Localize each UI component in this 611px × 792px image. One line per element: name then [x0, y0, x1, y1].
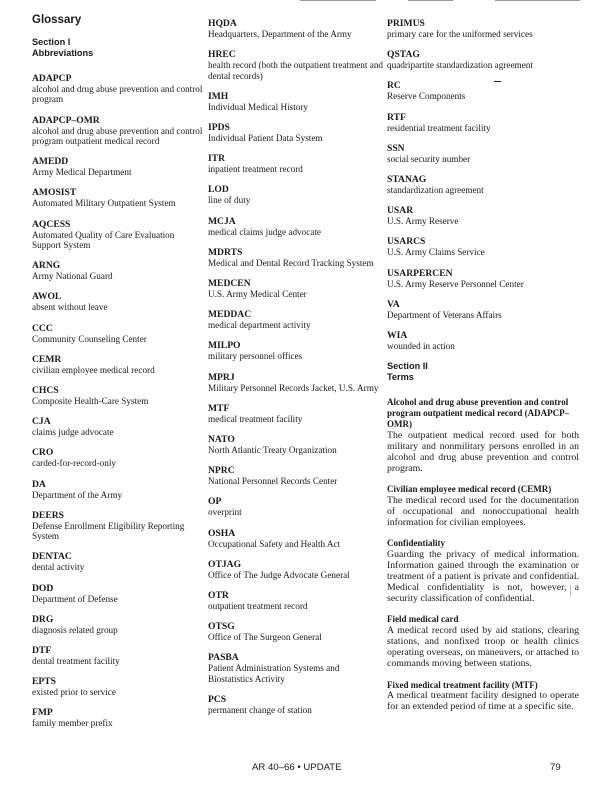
terms-list — [387, 397, 579, 712]
glossary-entry — [32, 551, 204, 572]
abbreviation-definition: social security number — [387, 153, 471, 164]
abbreviation: OTSG — [208, 621, 235, 633]
abbreviation: CRO — [32, 447, 54, 459]
glossary-entry — [32, 260, 204, 281]
glossary-entry — [32, 323, 204, 344]
glossary-entry — [32, 385, 204, 406]
abbreviation-definition: standardization agreement — [387, 185, 484, 196]
glossary-entry — [208, 528, 383, 549]
abbreviation: AMEDD — [32, 156, 69, 168]
abbreviation: QSTAG — [387, 49, 420, 61]
abbreviation-definition: line of duty — [208, 195, 251, 206]
abbreviation-definition: Reserve Components — [387, 91, 466, 102]
abbreviation-definition: Composite Health-Care System — [32, 396, 149, 407]
glossary-entry — [208, 434, 383, 455]
abbreviation-definition: Department of Defense — [32, 593, 118, 604]
abbreviation-definition: Office of The Surgeon General — [208, 632, 322, 643]
abbreviation: NATO — [208, 434, 235, 446]
abbreviation: USARPERCEN — [387, 267, 453, 279]
abbreviation-definition: health record (both the outpatient treatment and dental records) — [208, 60, 384, 81]
abbreviation: MEDCEN — [208, 278, 251, 290]
glossary-entry — [32, 156, 204, 177]
abbreviation: DRG — [32, 613, 54, 625]
abbreviation-definition: overprint — [208, 507, 242, 518]
abbreviation: MTF — [208, 402, 230, 414]
abbreviation-definition: Department of Veterans Affairs — [387, 309, 502, 320]
abbreviation: AWOL — [32, 291, 62, 303]
term-title: Civilian employee medical record (CEMR) — [387, 484, 552, 494]
abbreviation-definition: Community Counseling Center — [32, 333, 147, 344]
abbreviation: VA — [387, 298, 400, 310]
glossary-entry — [208, 403, 383, 424]
abbreviation: WIA — [387, 330, 408, 342]
abbreviation-definition: National Personnel Records Center — [208, 476, 338, 487]
abbreviation-definition: Individual Medical History — [208, 101, 309, 112]
glossary-entry — [208, 49, 383, 81]
abbreviation-definition: Office of The Judge Advocate General — [208, 569, 350, 580]
abbreviation-definition: carded-for-record-only — [32, 458, 116, 469]
abbreviation-definition: outpatient treatment record — [208, 601, 308, 612]
glossary-entry — [208, 184, 383, 205]
glossary-entry — [387, 80, 579, 101]
abbreviation-definition: Military Personnel Records Jacket, U.S. Army — [208, 382, 379, 393]
abbreviation: SSN — [387, 142, 405, 154]
abbreviation: ADAPCP–OMR — [32, 114, 100, 126]
abbreviation-definition: Individual Patient Data System — [208, 133, 323, 144]
glossary-entry — [32, 416, 204, 437]
abbreviation-definition: existed prior to service — [32, 687, 116, 698]
term-definition: The medical record used for the documentation of occupational and nonoccupational health information for civilian employees. — [387, 494, 579, 528]
abbreviation-definition: absent without leave — [32, 302, 108, 313]
abbreviation: MPRJ — [208, 371, 235, 383]
abbreviation-definition: Automated Quality of Care Evaluation Support System — [32, 229, 175, 251]
abbreviation-list — [208, 18, 383, 715]
glossary-entry — [32, 707, 204, 728]
term-title: Confidentiality — [387, 538, 446, 549]
column-3 — [387, 18, 579, 723]
glossary-entry — [208, 372, 383, 393]
abbreviation-definition: dental treatment facility — [32, 656, 120, 667]
term-entry — [387, 484, 579, 528]
section-2-heading — [387, 361, 579, 383]
abbreviation-definition: residential treatment facility — [387, 122, 491, 133]
abbreviation-definition: medical claims judge advocate — [208, 226, 322, 237]
term-title: Fixed medical treatment facility (MTF) — [387, 679, 538, 690]
abbreviation: DENTAC — [32, 551, 72, 563]
abbreviation-definition: Army National Guard — [32, 271, 113, 282]
abbreviation: LOD — [208, 184, 229, 196]
glossary-entry — [208, 694, 383, 715]
glossary-entry — [32, 583, 204, 604]
abbreviation: DTF — [32, 645, 52, 657]
abbreviation-definition: civilian employee medical record — [32, 364, 155, 375]
abbreviation-definition: dental activity — [32, 562, 85, 573]
abbreviation: AQCESS — [32, 218, 71, 230]
abbreviation-definition: Army Medical Department — [32, 167, 132, 178]
glossary-entry — [32, 291, 204, 312]
abbreviation: FMP — [32, 707, 53, 719]
glossary-entry — [208, 122, 383, 143]
abbreviation: PRIMUS — [387, 18, 425, 29]
scan-artifact-line — [495, 0, 580, 1]
scan-artifact-line — [300, 0, 376, 1]
abbreviation: MEDDAC — [208, 309, 252, 321]
abbreviation-definition: Patient Administration Systems and Biostatistics Activity — [208, 663, 340, 684]
glossary-entry — [208, 590, 383, 611]
glossary-entry — [387, 143, 579, 164]
glossary-entry — [32, 354, 204, 375]
term-entry — [387, 614, 579, 669]
term-definition: The outpatient medical record used for both military and nonmilitary persons enrolled in an alcohol and drug abuse prevention and control program. — [387, 429, 579, 474]
abbreviation: OTR — [208, 590, 229, 602]
glossary-entry — [208, 465, 383, 486]
abbreviation-list — [32, 73, 204, 729]
glossary-entry — [208, 340, 383, 361]
abbreviation: PASBA — [208, 652, 239, 664]
abbreviation: OSHA — [208, 527, 236, 539]
term-definition: A medical treatment facility designed to operate for an extended period of time at a specific site. — [387, 690, 579, 713]
abbreviation: HREC — [208, 49, 236, 61]
glossary-entry — [32, 73, 204, 105]
section-2-title: Terms — [387, 372, 414, 383]
glossary-entry — [387, 49, 579, 70]
glossary-entry — [208, 216, 383, 237]
glossary-title: Glossary — [32, 14, 82, 26]
page-number: 79 — [550, 762, 561, 773]
publication-footer: AR 40–66 • UPDATE — [252, 762, 342, 773]
abbreviation: USARCS — [387, 236, 426, 248]
abbreviation: DEERS — [32, 509, 64, 521]
abbreviation: OTJAG — [208, 558, 242, 570]
abbreviation-definition: U.S. Army Claims Service — [387, 247, 485, 258]
abbreviation: EPTS — [32, 676, 56, 688]
glossary-entry — [32, 614, 204, 635]
abbreviation: DOD — [32, 582, 54, 594]
glossary-entry — [32, 510, 204, 542]
abbreviation: OP — [208, 496, 222, 508]
abbreviation: PCS — [208, 694, 227, 706]
glossary-entry — [208, 309, 383, 330]
glossary-entry — [208, 278, 383, 299]
abbreviation: HQDA — [208, 18, 237, 29]
abbreviation-definition: alcohol and drug abuse prevention and control program outpatient medical record — [32, 125, 203, 147]
abbreviation-definition: military personnel offices — [208, 351, 303, 362]
glossary-entry — [387, 205, 579, 226]
section-2-number: Section II — [387, 361, 428, 372]
abbreviation-list — [387, 18, 579, 351]
abbreviation-definition: Defense Enrollment Eligibility Reporting System — [32, 520, 185, 542]
abbreviation-definition: wounded in action — [387, 341, 455, 352]
abbreviation: USAR — [387, 205, 414, 217]
glossary-entry — [387, 112, 579, 133]
abbreviation-definition: Occupational Safety and Health Act — [208, 538, 341, 549]
glossary-entry — [208, 18, 383, 39]
abbreviation: CEMR — [32, 353, 62, 365]
section-1-number: Section I — [32, 37, 71, 47]
scan-artifact-line — [408, 0, 453, 1]
abbreviation-definition: quadripartite standardization agreement — [387, 60, 533, 71]
term-title: Field medical card — [387, 614, 459, 625]
glossary-entry — [208, 652, 383, 684]
abbreviation-definition: diagnosis related group — [32, 624, 118, 635]
abbreviation: CJA — [32, 416, 51, 428]
glossary-entry — [32, 479, 204, 500]
term-entry — [387, 680, 579, 713]
column-1 — [32, 14, 204, 739]
abbreviation-definition: claims judge advocate — [32, 427, 114, 438]
glossary-entry — [208, 621, 383, 642]
abbreviation: DA — [32, 478, 46, 490]
glossary-entry — [32, 115, 204, 147]
glossary-entry — [208, 559, 383, 580]
section-1-title: Abbreviations — [32, 48, 94, 58]
glossary-entry — [32, 187, 204, 208]
abbreviation: CHCS — [32, 385, 59, 397]
abbreviation: ADAPCP — [32, 73, 72, 84]
glossary-entry — [32, 645, 204, 666]
glossary-entry — [387, 330, 579, 351]
abbreviation-definition: U.S. Army Reserve — [387, 216, 459, 227]
glossary-entry — [32, 676, 204, 697]
column-2 — [208, 18, 383, 725]
glossary-entry — [387, 236, 579, 257]
glossary-entry — [32, 447, 204, 468]
glossary-entry — [387, 299, 579, 320]
term-title: Alcohol and drug abuse prevention and control program outpatient medical record (ADAPCP–OMR) — [387, 397, 570, 429]
glossary-entry — [32, 219, 204, 251]
abbreviation-definition: U.S. Army Reserve Personnel Center — [387, 278, 524, 289]
abbreviation: IPDS — [208, 122, 230, 134]
abbreviation-definition: Automated Military Outpatient System — [32, 198, 176, 209]
abbreviation: MILPO — [208, 340, 241, 352]
glossary-entry — [387, 268, 579, 289]
term-definition: A medical record used by aid stations, clearing stations, and nonfixed troop or health clinics operating overseas, on maneuvers, or attached to commands moving between stations. — [387, 625, 579, 670]
abbreviation: ITR — [208, 153, 226, 165]
glossary-entry — [387, 18, 579, 39]
abbreviation-definition: permanent change of station — [208, 705, 312, 716]
term-entry — [387, 397, 579, 474]
glossary-entry — [208, 153, 383, 174]
section-1-heading — [32, 37, 204, 59]
abbreviation-definition: Headquarters, Department of the Army — [208, 29, 352, 39]
abbreviation-definition: North Atlantic Treaty Organization — [208, 445, 337, 456]
glossary-entry — [387, 174, 579, 195]
term-definition: Guarding the privacy of medical information. Information gained through the examination or treatment of a patient is private and confidential. Medical confidentiality is not, however, a security classification of confidential. — [387, 548, 579, 605]
abbreviation-definition: primary care for the uniformed services — [387, 29, 533, 39]
abbreviation: MDRTS — [208, 246, 243, 258]
abbreviation: AMOSIST — [32, 187, 77, 199]
abbreviation: RTF — [387, 111, 406, 123]
abbreviation: ARNG — [32, 260, 61, 272]
abbreviation: MCJA — [208, 215, 236, 227]
abbreviation-definition: Department of the Army — [32, 489, 123, 500]
abbreviation: CCC — [32, 322, 53, 334]
abbreviation-definition: medical treatment facility — [208, 413, 303, 424]
abbreviation-definition: Medical and Dental Record Tracking System — [208, 257, 374, 268]
abbreviation: STANAG — [387, 174, 427, 186]
glossary-entry — [208, 496, 383, 517]
abbreviation-definition: medical department activity — [208, 320, 311, 331]
glossary-entry — [208, 247, 383, 268]
term-entry — [387, 538, 579, 604]
glossary-entry — [208, 91, 383, 112]
abbreviation-definition: family member prefix — [32, 718, 113, 729]
abbreviation-definition: alcohol and drug abuse prevention and control program — [32, 84, 203, 105]
abbreviation-definition: inpatient treatment record — [208, 164, 303, 175]
abbreviation: NPRC — [208, 465, 235, 477]
abbreviation-definition: U.S. Army Medical Center — [208, 289, 307, 300]
abbreviation: IMH — [208, 90, 229, 102]
abbreviation: RC — [387, 80, 401, 92]
